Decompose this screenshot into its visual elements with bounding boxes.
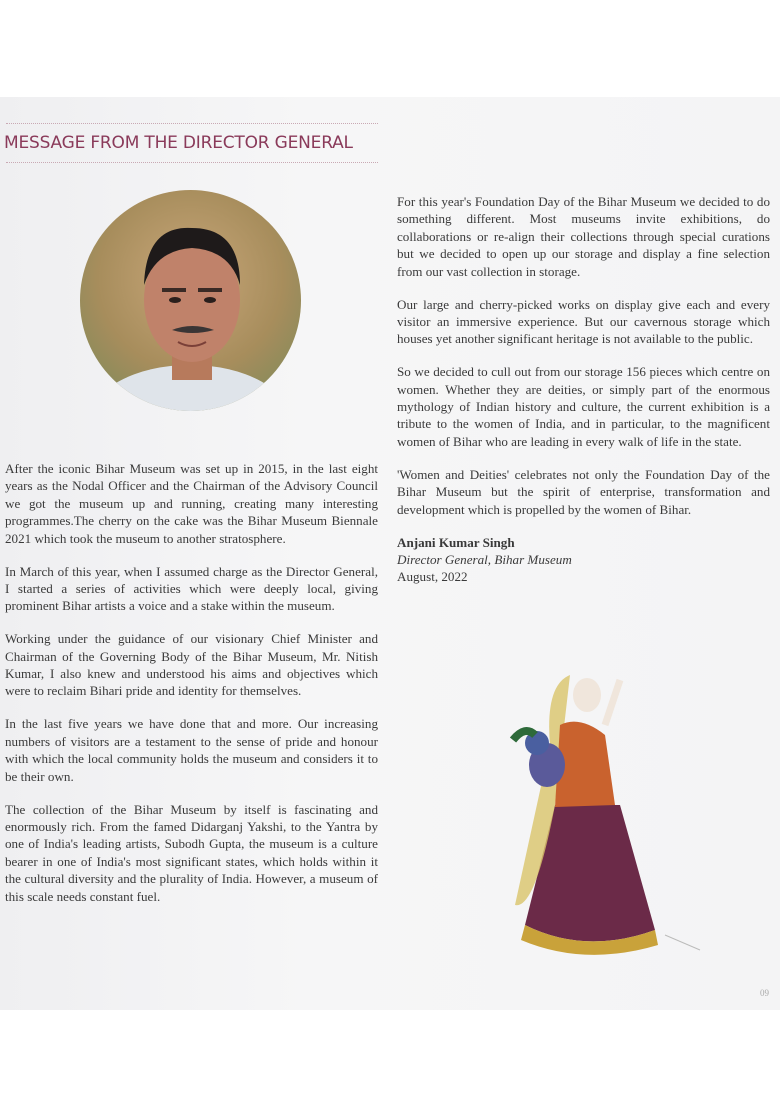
left-column-text <box>5 460 378 920</box>
paragraph: After the iconic Bihar Museum was set up in 2015, in the last eight years as the Nodal Officer and the Chairman of the Advisory Council we got the museum up and running, creating many interesting programmes.The cherry on the cake was the Bihar Museum Biennale 2021 which took the museum to another stratosphere. <box>5 461 378 546</box>
page-title: MESSAGE FROM THE DIRECTOR GENERAL <box>4 133 353 153</box>
deity-painting-illustration <box>455 655 715 960</box>
paragraph: So we decided to cull out from our storage 156 pieces which centre on women. Whether they are deities, or simply part of the enormous mythology of Indian history and culture, the current exhibition is a tribute to the women of India, and in particular, to the magnificent women of Bihar who are leading in every walk of life in the state. <box>397 364 770 449</box>
page-number: 09 <box>760 988 769 998</box>
signature-date: August, 2022 <box>397 569 468 585</box>
paragraph: Working under the guidance of our visionary Chief Minister and Chairman of the Governing Body of the Bihar Museum, Mr. Nitish Kumar, I also knew and understood his aims and objectives which were to reclaim Bihari pride and identity for themselves. <box>5 631 378 699</box>
signature-block <box>397 534 770 586</box>
director-portrait-photo <box>80 190 301 411</box>
signatory-name: Anjani Kumar Singh <box>397 534 515 550</box>
top-divider <box>6 123 378 124</box>
right-column-text <box>397 193 770 586</box>
paragraph: 'Women and Deities' celebrates not only the Foundation Day of the Bihar Museum but the spirit of enterprise, transformation and development which is propelled by the women of Bihar. <box>397 466 770 517</box>
paragraph: In March of this year, when I assumed charge as the Director General, I started a series of activities which were deeply local, giving prominent Bihar artists a voice and a stake within the museum. <box>5 563 378 614</box>
paragraph: In the last five years we have done that and more. Our increasing numbers of visitors are a testament to the sense of pride and honour with which the local community holds the museum and considers it to be their own. <box>5 716 378 784</box>
paragraph: The collection of the Bihar Museum by itself is fascinating and enormously rich. From the famed Didarganj Yakshi, to the Yantra by one of India's leading artists, Subodh Gupta, the museum is a culture bearer in one of India's most significant states, which holds within it the cultural diversity and the plurality of India. However, a museum of this scale needs constant fuel. <box>5 801 378 904</box>
paragraph: For this year's Foundation Day of the Bihar Museum we decided to do something different. Most museums invite exhibitions, do collaborations or re-align their collections through special curations but we decided to open up our storage and display a fine selection from our vast collection in storage. <box>397 194 770 279</box>
bottom-divider <box>6 162 378 163</box>
signatory-role: Director General, Bihar Museum <box>397 551 572 567</box>
paragraph: Our large and cherry-picked works on display give each and every visitor an immersive experience. But our cavernous storage which houses yet another significant heritage is not available to the public. <box>397 296 770 347</box>
